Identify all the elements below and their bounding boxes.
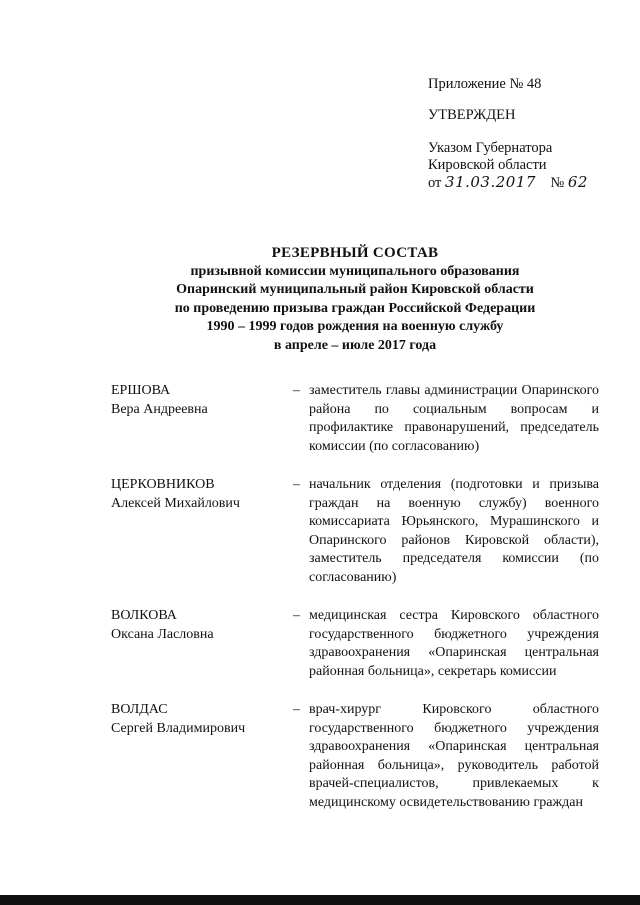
approved-by-line1: Указом Губернатора <box>428 140 553 156</box>
document-heading <box>100 244 610 355</box>
heading-line: в апреле – июле 2017 года <box>273 337 437 353</box>
member-role: врач-хирург Кировского областного государственного бюджетного учреждения здравоохранения «Опаринская центральная районная больница», руководитель работой врачей-специалистов, привлекаемых к медицинскому освидетельствованию граждан <box>309 702 599 810</box>
document-title: РЕЗЕРВНЫЙ СОСТАВ <box>271 245 439 261</box>
handwritten-number: 62 <box>567 173 588 191</box>
member-dash: – <box>293 477 300 492</box>
member-given-name: Сергей Владимирович <box>111 720 246 736</box>
member-name <box>111 607 293 681</box>
heading-line: по проведению призыва граждан Российской Федерации <box>174 300 536 316</box>
member-given-name: Вера Андреевна <box>111 401 208 417</box>
heading-line: Опаринский муниципальный район Кировской области <box>176 282 534 297</box>
member-dash: – <box>293 608 300 623</box>
member-given-name: Алексей Михайлович <box>111 495 240 511</box>
member-surname: ЕРШОВА <box>111 383 171 398</box>
approved-label: УТВЕРЖДЕН <box>428 107 516 123</box>
member-entry <box>111 701 601 812</box>
number-prefix: № <box>550 175 565 191</box>
member-role: медицинская сестра Кировского областного государственного бюджетного учреждения здравоохранения «Опаринская центральная районная больница», секретарь комиссии <box>309 608 599 679</box>
member-entry <box>111 607 601 681</box>
date-prefix: от <box>428 175 442 191</box>
member-name <box>111 701 293 812</box>
member-dash: – <box>293 383 300 398</box>
member-name <box>111 382 293 456</box>
heading-line: 1990 – 1999 годов рождения на военную службу <box>206 319 504 334</box>
appendix-number: Приложение № 48 <box>428 76 542 92</box>
members-list <box>111 382 601 832</box>
member-role: начальник отделения (подготовки и призыва граждан на военную службу) военного комиссариата Юрьянского, Мурашинского и Опаринского районов Кировской области), заместитель председателя комиссии (по согласованию) <box>309 477 599 585</box>
decree-date-line <box>428 174 588 192</box>
heading-line: призывной комиссии муниципального образования <box>190 263 520 279</box>
member-surname: ЦЕРКОВНИКОВ <box>111 477 215 492</box>
member-role: заместитель главы администрации Опаринского района по социальным вопросам и профилактике правонарушений, председатель комиссии (по согласованию) <box>309 383 599 454</box>
member-name <box>111 476 293 587</box>
member-entry <box>111 382 601 456</box>
scan-edge-bar <box>0 895 640 905</box>
member-entry <box>111 476 601 587</box>
member-surname: ВОЛДАС <box>111 702 168 717</box>
handwritten-date: 31.03.2017 <box>445 173 536 191</box>
member-surname: ВОЛКОВА <box>111 608 177 623</box>
member-dash: – <box>293 702 300 717</box>
approval-block <box>428 76 588 192</box>
approved-by-line2: Кировской области <box>428 157 547 173</box>
member-given-name: Оксана Ласловна <box>111 626 214 642</box>
